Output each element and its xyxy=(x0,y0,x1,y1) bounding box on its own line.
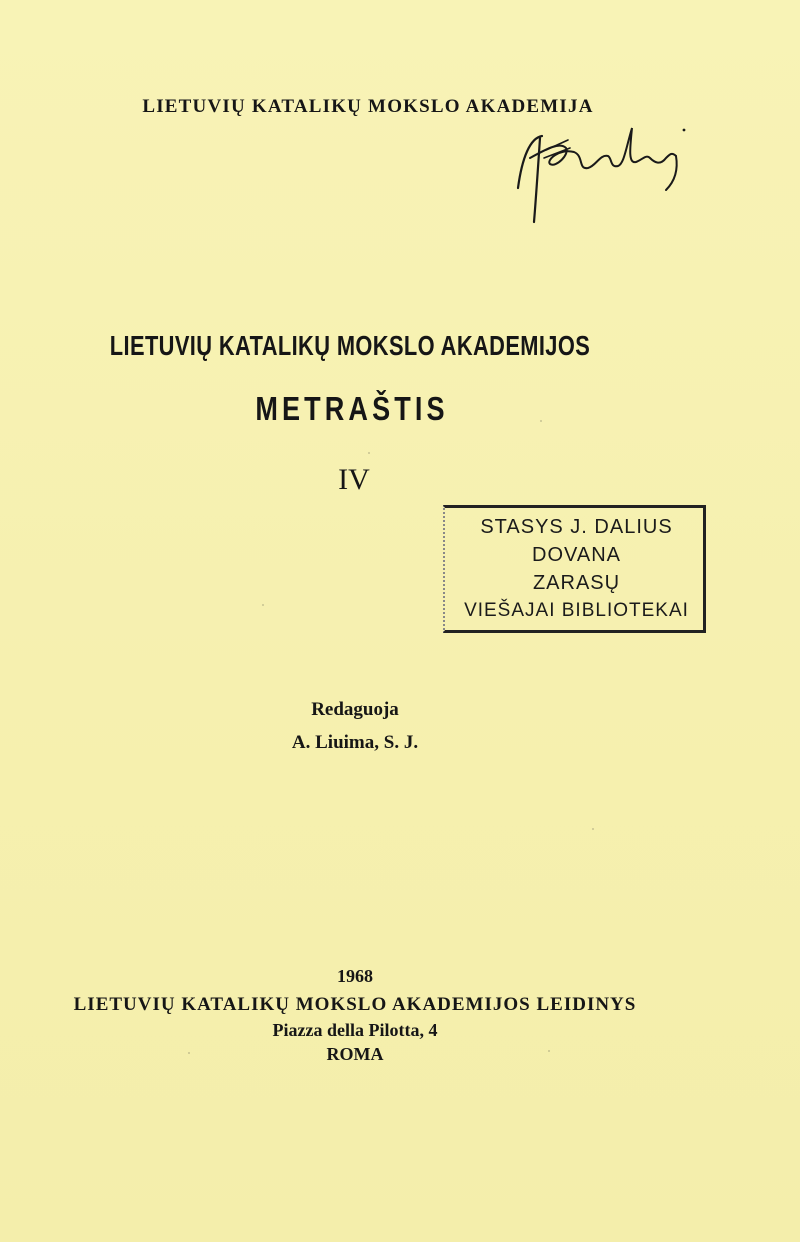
paper-speck xyxy=(592,828,594,830)
publisher-address: Piazza della Pilotta, 4 xyxy=(272,1020,438,1040)
book-main-title: LIETUVIŲ KATALIKŲ MOKSLO AKADEMIJOS xyxy=(109,330,591,361)
book-subtitle: METRAŠTIS xyxy=(255,390,449,427)
handwritten-signature xyxy=(500,118,690,228)
library-stamp xyxy=(443,505,706,633)
paper-speck xyxy=(540,420,542,422)
stamp-donation: DOVANA xyxy=(532,544,621,566)
stamp-donor: STASYS J. DALIUS xyxy=(480,516,673,538)
stamp-town: ZARASŲ xyxy=(532,572,621,594)
paper-speck xyxy=(262,604,264,606)
academy-header: LIETUVIŲ KATALIKŲ MOKSLO AKADEMIJA xyxy=(142,96,594,117)
publisher-line: LIETUVIŲ KATALIKŲ MOKSLO AKADEMIJOS LEIDINYS xyxy=(73,994,637,1015)
publisher-city: ROMA xyxy=(326,1044,384,1064)
editor-name: A. Liuima, S. J. xyxy=(291,732,419,753)
paper-speck xyxy=(188,1052,190,1054)
editor-label: Redaguoja xyxy=(311,699,399,720)
publication-year: 1968 xyxy=(337,966,373,986)
volume-number: IV xyxy=(338,463,370,496)
paper-speck xyxy=(368,452,370,454)
paper-speck xyxy=(548,1050,550,1052)
stamp-library: VIEŠAJAI BIBLIOTEKAI xyxy=(464,600,689,621)
